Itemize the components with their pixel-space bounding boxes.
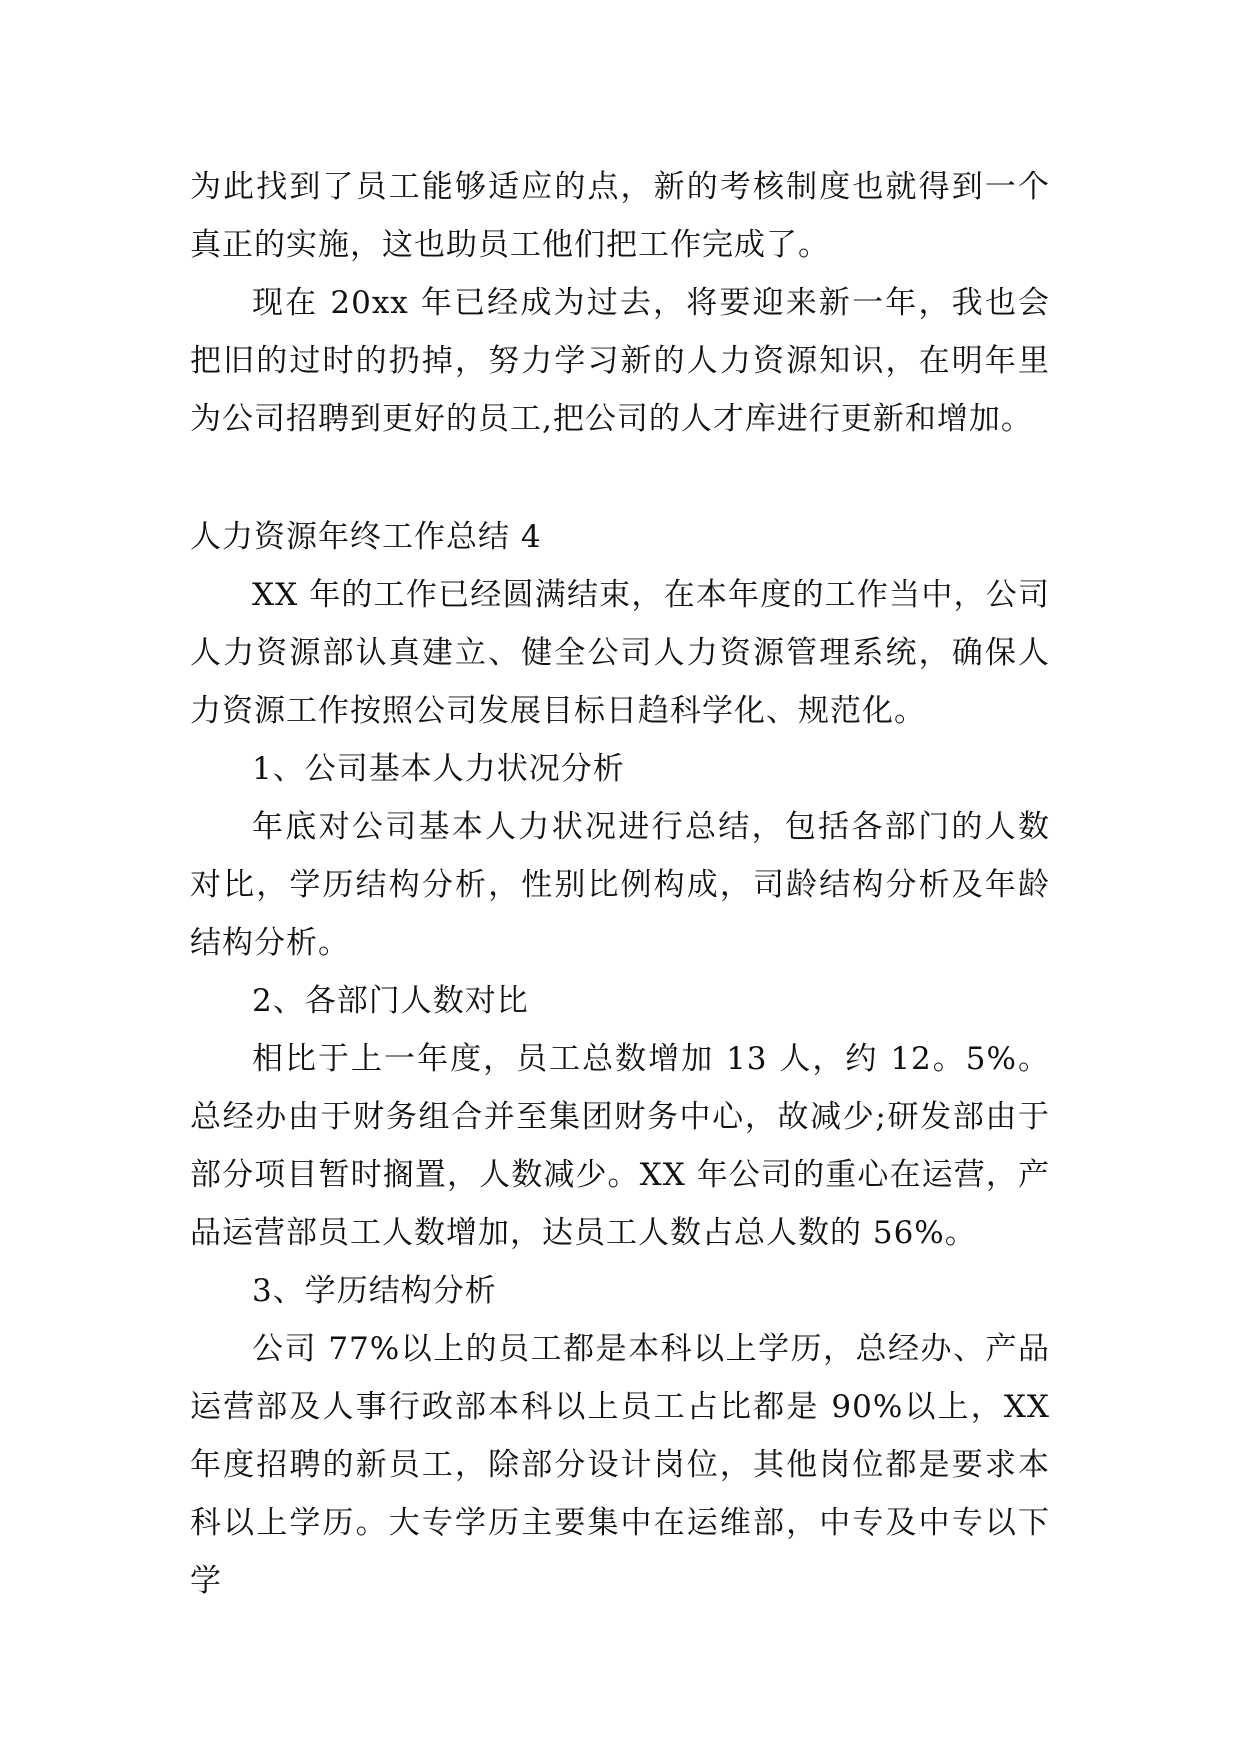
subheading: 2、各部门人数对比 (252, 983, 529, 1019)
subheading: 3、学历结构分析 (252, 1273, 497, 1309)
subheading: 1、公司基本人力状况分析 (252, 751, 625, 787)
paragraph: 公司 77%以上的员工都是本科以上学历，总经办、产品运营部及人事行政部本科以上员工占比都是 90%以上，XX 年度招聘的新员工，除部分设计岗位，其他岗位都是要求本科以上学历。大专学历主要集中在运维部，中专及中专以下学 (190, 1331, 1050, 1599)
paragraph: 年底对公司基本人力状况进行总结，包括各部门的人数对比，学历结构分析，性别比例构成，司龄结构分析及年龄结构分析。 (190, 809, 1050, 961)
section-heading: 人力资源年终工作总结 4 (190, 519, 542, 555)
document-body (190, 158, 1050, 1610)
paragraph: 相比于上一年度，员工总数增加 13 人，约 12。5%。总经办由于财务组合并至集团财务中心，故减少;研发部由于部分项目暂时搁置，人数减少。XX 年公司的重心在运营，产品运营部员工人数增加，达员工人数占总人数的 56%。 (190, 1041, 1050, 1251)
paragraph: 为此找到了员工能够适应的点，新的考核制度也就得到一个真正的实施，这也助员工他们把工作完成了。 (190, 169, 1050, 263)
paragraph: XX 年的工作已经圆满结束，在本年度的工作当中，公司人力资源部认真建立、健全公司人力资源管理系统，确保人力资源工作按照公司发展目标日趋科学化、规范化。 (190, 577, 1050, 729)
paragraph: 现在 20xx 年已经成为过去，将要迎来新一年，我也会把旧的过时的扔掉，努力学习新的人力资源知识，在明年里为公司招聘到更好的员工,把公司的人才库进行更新和增加。 (190, 285, 1050, 437)
